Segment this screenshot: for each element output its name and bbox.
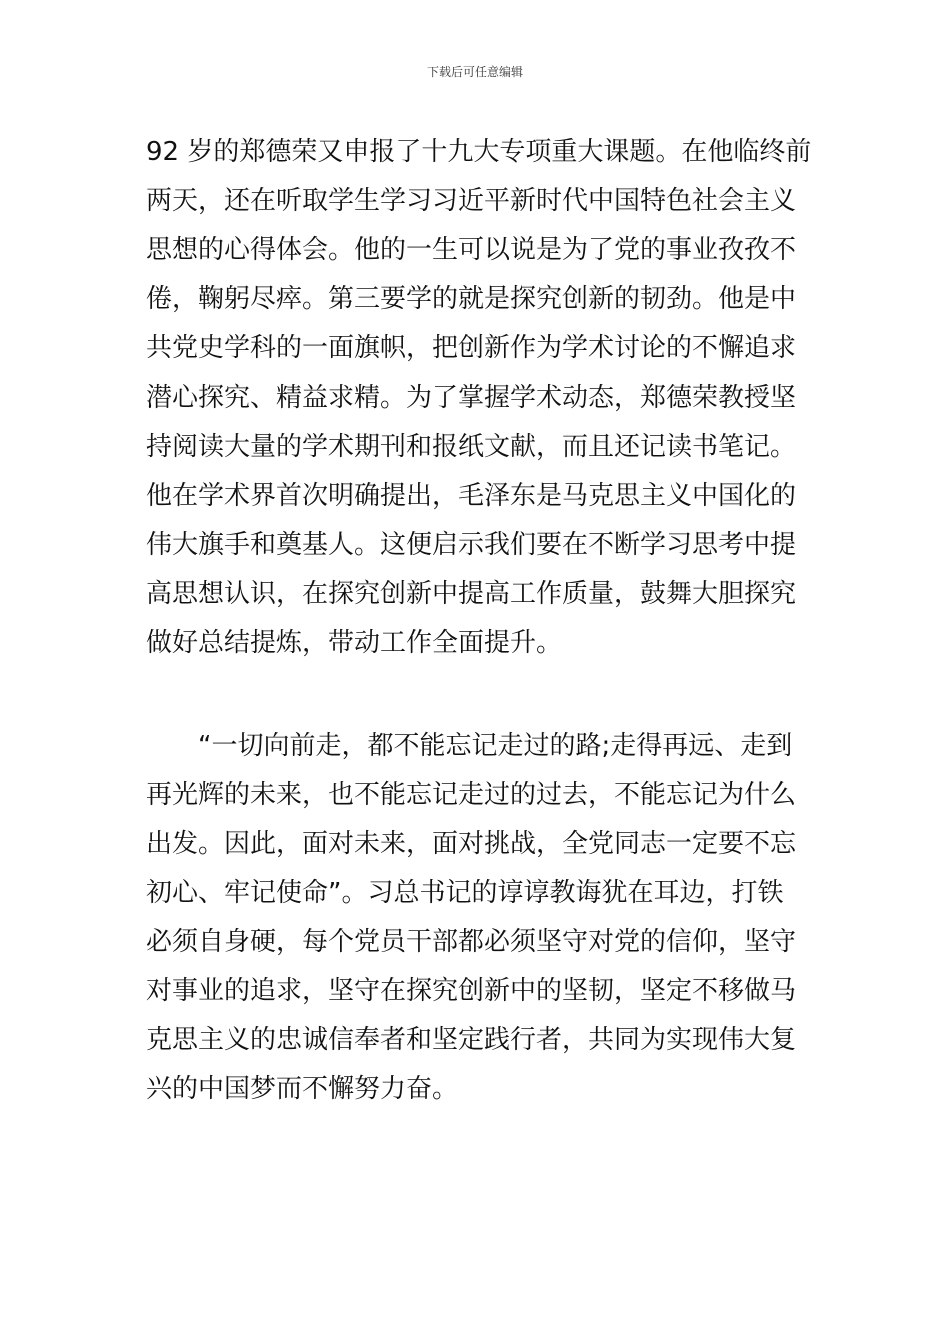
paragraph-1-line-6: 潜心探究、精益求精。为了掌握学术动态，郑德荣教授坚 xyxy=(146,383,797,413)
paragraph-2-line-2: 再光辉的未来，也不能忘记走过的过去，不能忘记为什么 xyxy=(146,780,797,810)
paragraph-1-line-2: 两天，还在听取学生学习习近平新时代中国特色社会主义 xyxy=(146,186,797,216)
paragraph-1-line-3: 思想的心得体会。他的一生可以说是为了党的事业孜孜不 xyxy=(146,235,797,265)
paragraph-1-line-5: 共党史学科的一面旗帜，把创新作为学术讨论的不懈追求 xyxy=(146,333,797,363)
paragraph-1-line-4: 倦，鞠躬尽瘁。第三要学的就是探究创新的韧劲。他是中 xyxy=(146,284,797,314)
paragraph-1-line-7: 持阅读大量的学术期刊和报纸文献，而且还记读书笔记。 xyxy=(146,432,797,462)
paragraph-1-line-10: 高思想认识，在探究创新中提高工作质量，鼓舞大胆探究 xyxy=(146,579,797,609)
paragraph-1-line-1: 92 岁的郑德荣又申报了十九大专项重大课题。在他临终前 xyxy=(146,137,812,167)
paragraph-1-line-8: 他在学术界首次明确提出，毛泽东是马克思主义中国化的 xyxy=(146,481,797,511)
paragraph-2-line-1: “一切向前走，都不能忘记走过的路;走得再远、走到 xyxy=(198,731,793,761)
page-header: 下载后可任意编辑 xyxy=(426,65,523,79)
paragraph-1-line-11: 做好总结提炼，带动工作全面提升。 xyxy=(146,628,563,658)
paragraph-2-line-6: 对事业的追求，坚守在探究创新中的坚韧，坚定不移做马 xyxy=(146,976,797,1006)
paragraph-1-line-9: 伟大旗手和奠基人。这便启示我们要在不断学习思考中提 xyxy=(146,530,797,560)
paragraph-2-line-4: 初心、牢记使命”。习总书记的谆谆教诲犹在耳边，打铁 xyxy=(146,878,784,908)
paragraph-2-line-3: 出发。因此，面对未来，面对挑战，全党同志一定要不忘 xyxy=(146,829,797,859)
paragraph-2-line-7: 克思主义的忠诚信奉者和坚定践行者，共同为实现伟大复 xyxy=(146,1025,797,1055)
paragraph-2-line-5: 必须自身硬，每个党员干部都必须坚守对党的信仰，坚守 xyxy=(146,927,797,957)
paragraph-2-line-8: 兴的中国梦而不懈努力奋。 xyxy=(146,1074,459,1104)
